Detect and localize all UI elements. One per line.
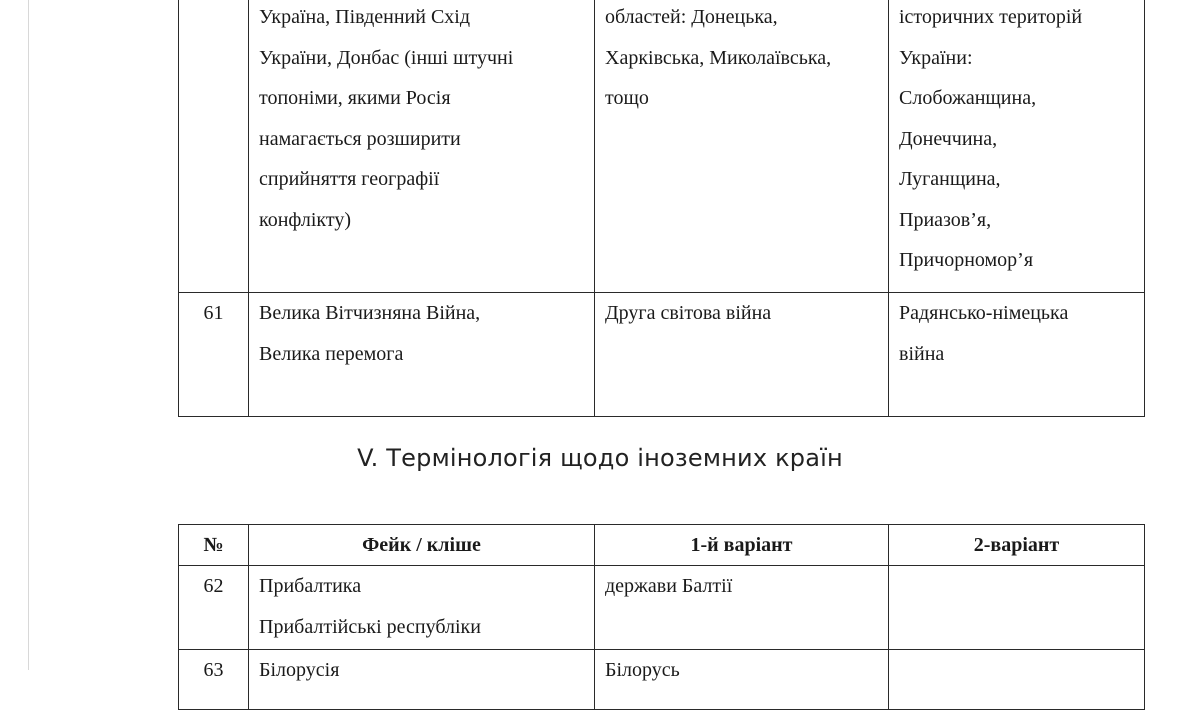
cell-text-line: конфлікту) (259, 208, 351, 231)
row-number: 62 (203, 575, 224, 597)
cell-text-line: України: (899, 46, 973, 69)
section-heading: V. Термінологія щодо іноземних країн (357, 444, 843, 472)
column-header-variant-2: 2-варіант (889, 525, 1145, 566)
cell-text-line: Білорусія (259, 659, 340, 681)
cell-text-line: України, Донбас (інші штучні (259, 46, 514, 69)
row-number-cell (179, 650, 249, 710)
row-number: 61 (203, 302, 224, 324)
fake-cliche-cell (249, 293, 595, 417)
cell-text-line: сприйняття географії (259, 168, 440, 190)
cell-text-line: Прибалтійські республіки (259, 615, 481, 638)
row-number: 63 (203, 659, 224, 681)
cell-text-line: Луганщина, (899, 168, 1001, 190)
table-row (179, 650, 1145, 710)
cell-text-line: Харківська, Миколаївська, (605, 46, 832, 69)
cell-text-line: топоніми, якими Росія (259, 87, 451, 109)
cell-text-line: Україна, Південний Схід (259, 6, 471, 28)
variant-1-cell (595, 0, 889, 293)
variant-2-cell (889, 293, 1145, 417)
column-header-variant-1: 1-й варіант (595, 525, 889, 566)
cell-text-line: війна (899, 342, 945, 365)
table-row (179, 293, 1145, 417)
row-number-cell (179, 566, 249, 650)
column-header-number: № (179, 525, 249, 566)
cell-text-line: тощо (605, 87, 649, 109)
cell-text-line: Донеччина, (899, 127, 998, 150)
cell-text-line: держави Балтії (605, 575, 733, 597)
variant-1-cell (595, 566, 889, 650)
row-number-cell (179, 0, 249, 293)
fake-cliche-cell (249, 566, 595, 650)
variant-2-cell (889, 0, 1145, 293)
cell-text-line: Білорусь (605, 659, 680, 681)
table-header-row (179, 525, 1145, 566)
cell-text-line: намагається розширити (259, 127, 461, 150)
cell-text-line: Велика Вітчизняна Війна, (259, 302, 481, 324)
fake-cliche-cell (249, 650, 595, 710)
page-margin-rule (28, 0, 29, 670)
variant-2-cell (889, 566, 1145, 650)
cell-text-line: історичних територій (899, 6, 1083, 28)
cell-text-line: Причорномор’я (899, 249, 1034, 271)
terminology-table-continued (178, 0, 1145, 417)
cell-text-line: Радянсько-німецька (899, 302, 1069, 324)
cell-text-line: Друга світова війна (605, 302, 772, 324)
cell-text-line: Приазов’я, (899, 208, 992, 231)
cell-text-line: областей: Донецька, (605, 6, 778, 28)
variant-1-cell (595, 650, 889, 710)
foreign-countries-terminology-table (178, 524, 1145, 710)
variant-2-cell (889, 650, 1145, 710)
column-header-fake: Фейк / кліше (249, 525, 595, 566)
table-row (179, 0, 1145, 293)
cell-text-line: Велика перемога (259, 342, 404, 365)
variant-1-cell (595, 293, 889, 417)
cell-text-line: Прибалтика (259, 575, 362, 597)
fake-cliche-cell (249, 0, 595, 293)
row-number-cell (179, 293, 249, 417)
cell-text-line: Слобожанщина, (899, 87, 1037, 109)
table-row (179, 566, 1145, 650)
